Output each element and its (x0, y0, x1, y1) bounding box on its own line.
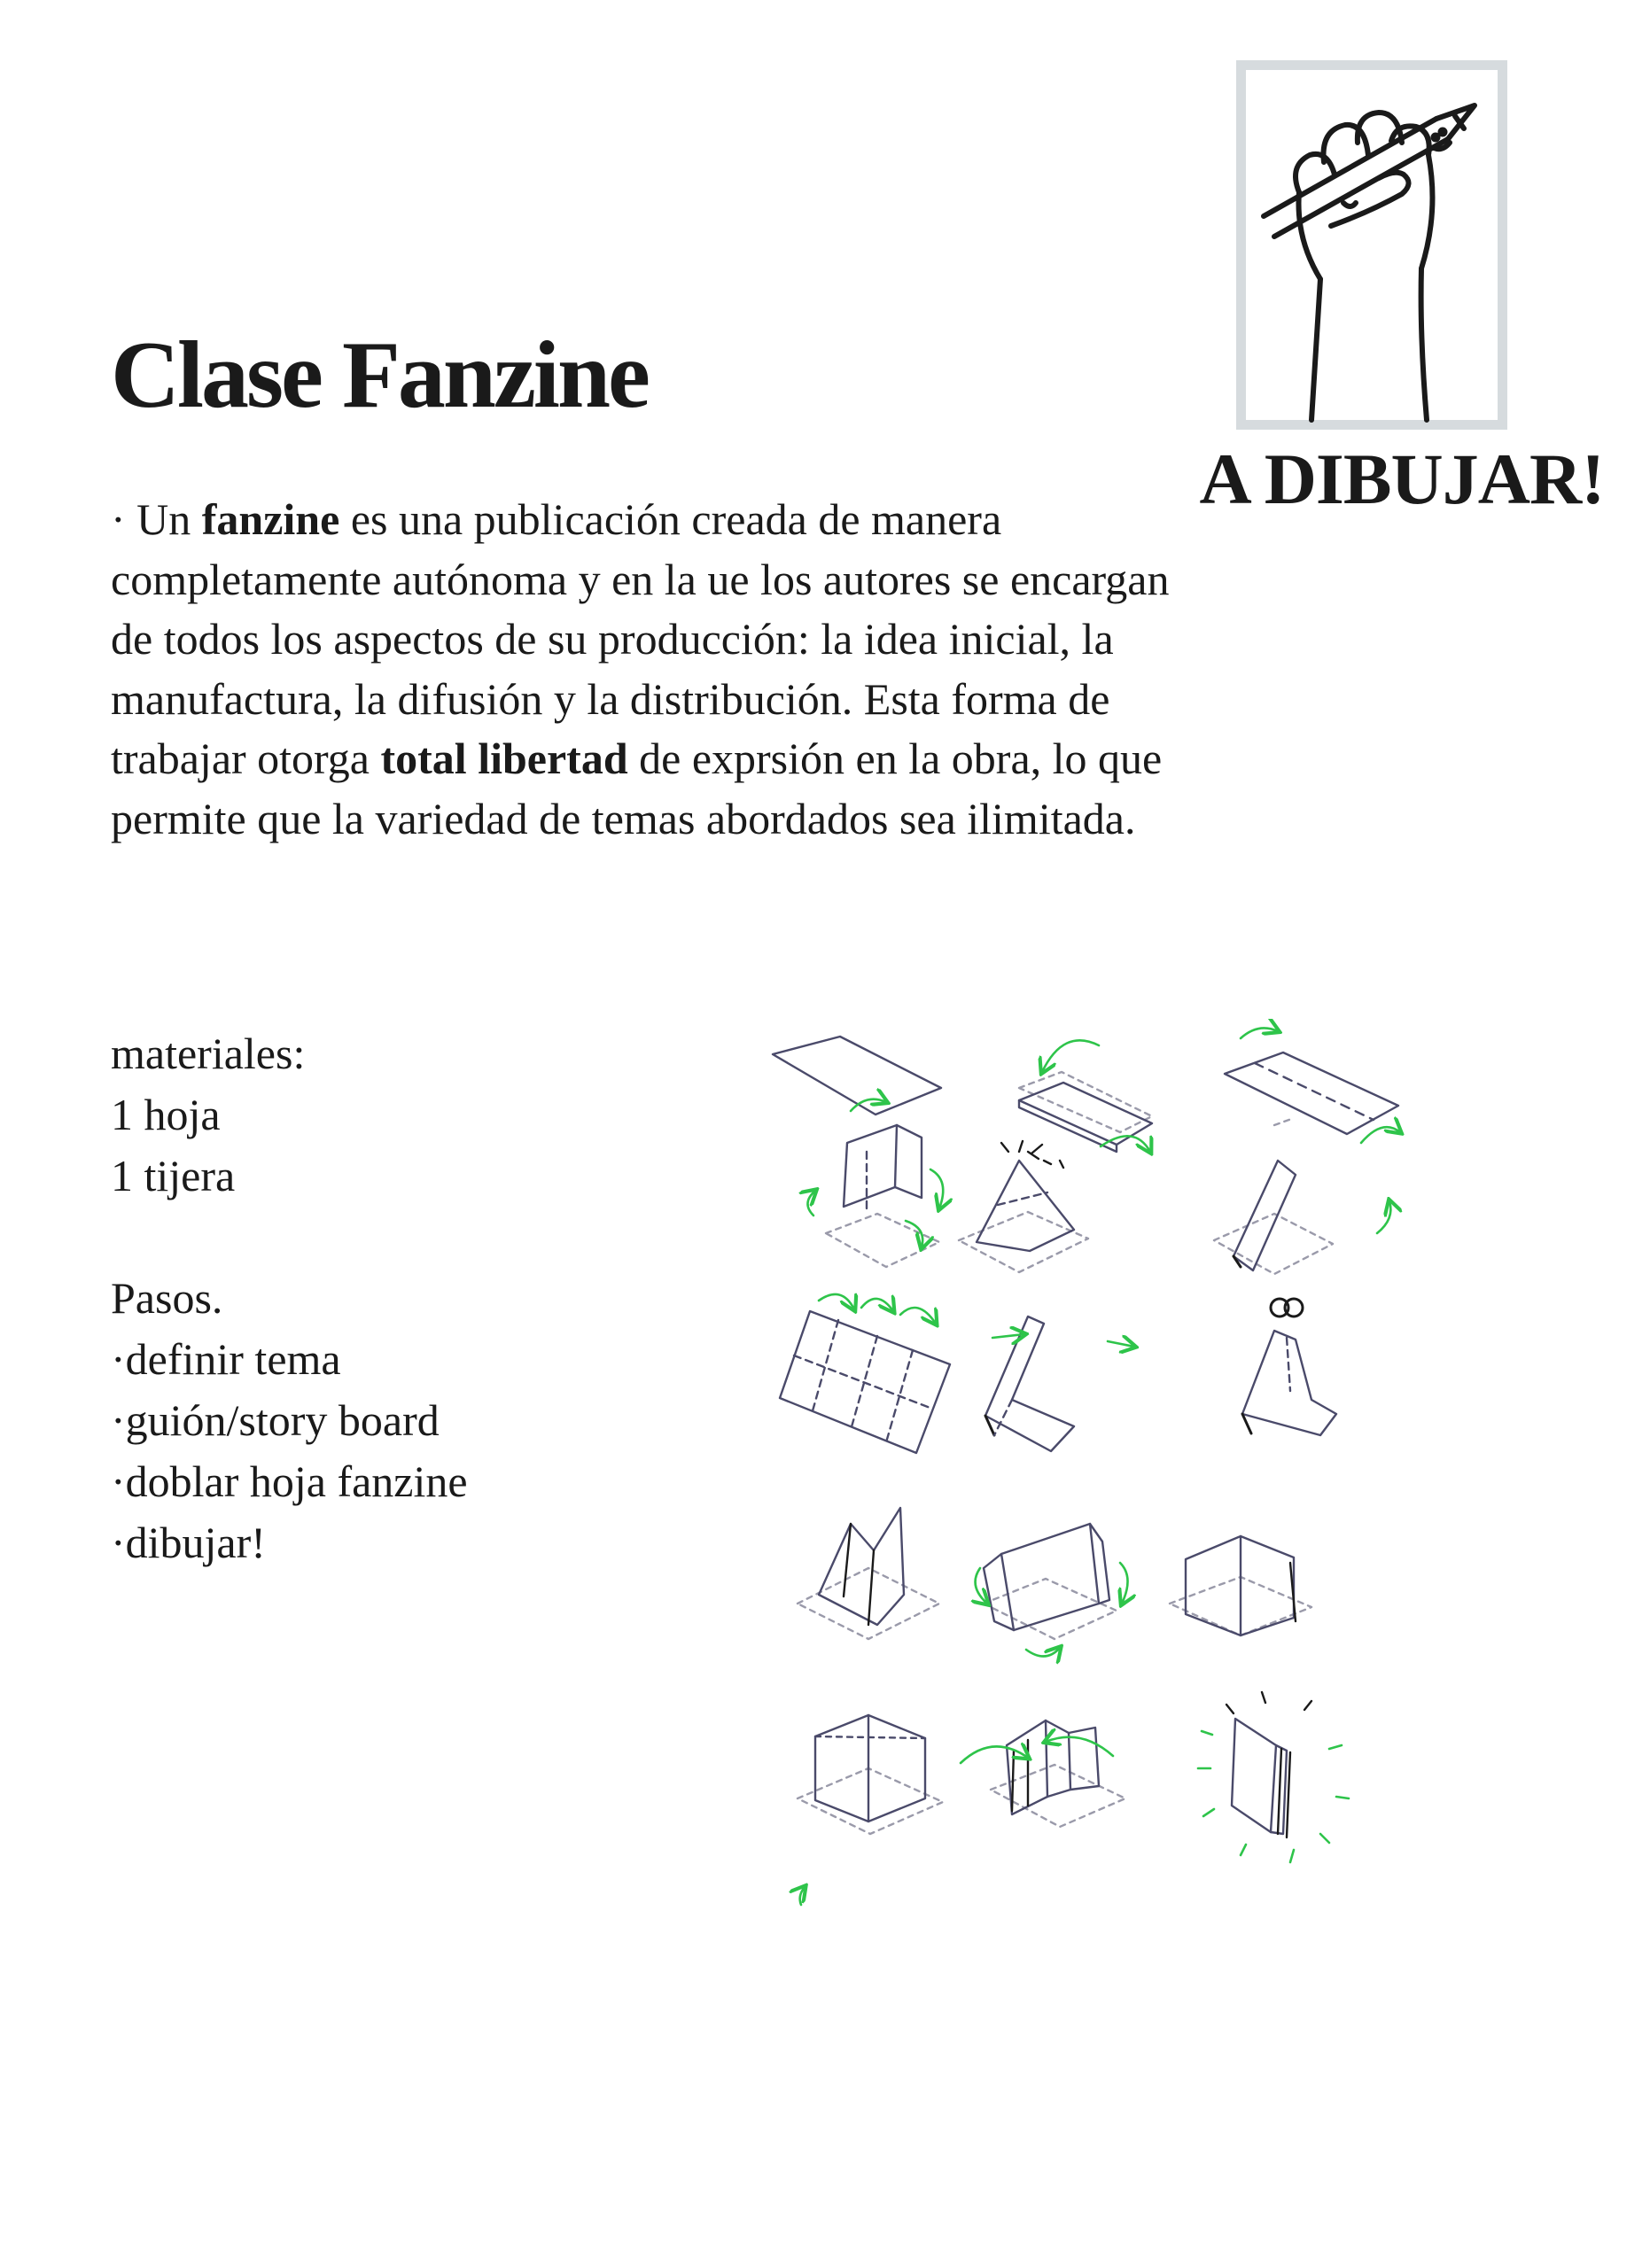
material-item: 1 hoja (111, 1090, 221, 1139)
materials-and-steps (111, 1023, 468, 1573)
fold-step-5 (959, 1141, 1088, 1272)
fist-pencil-icon (1246, 70, 1517, 439)
intro-text-1: es una publicación creada de manera completamente autónoma y en la ue los autores se encargan de todos los aspectos de su producción: la idea inicial, la manufactura, la difusión y la distribución. Esta forma de trabajar otorga (111, 494, 1170, 783)
step-item: ·definir tema (111, 1334, 341, 1384)
fold-step-10 (798, 1508, 939, 1639)
fold-step-12 (1170, 1536, 1311, 1635)
fold-step-13 (798, 1715, 943, 1834)
step-item: ·doblar hoja fanzine (111, 1456, 468, 1506)
page-title: Clase Fanzine (111, 322, 648, 428)
step-item: ·guión/story board (111, 1395, 440, 1445)
intro-paragraph (111, 490, 1218, 849)
fold-step-2 (1019, 1072, 1152, 1168)
fold-step-6 (1214, 1161, 1333, 1274)
fold-step-11 (984, 1524, 1117, 1639)
fold-step-14 (991, 1720, 1125, 1827)
fold-step-7 (780, 1311, 950, 1453)
materials-heading: materiales: (111, 1029, 306, 1078)
steps-heading: Pasos. (111, 1273, 223, 1323)
intro-emphasis: total libertad (380, 734, 628, 783)
fold-steps-diagram (762, 1019, 1453, 1976)
fold-step-3 (1225, 1052, 1398, 1134)
fold-step-1 (773, 1037, 941, 1115)
logo-frame (1236, 60, 1507, 430)
logo-caption: A DIBUJAR! (1199, 439, 1605, 519)
step-item: ·dibujar! (111, 1518, 266, 1567)
intro-text-2: de exprsión en la obra, lo que permite que la variedad de temas abordados sea ilimitada. (111, 734, 1163, 843)
intro-bullet: · Un (111, 494, 191, 544)
intro-term: fanzine (201, 494, 340, 544)
fold-step-15 (1232, 1719, 1290, 1837)
material-item: 1 tijera (111, 1151, 236, 1200)
fold-step-9 (1242, 1299, 1336, 1435)
